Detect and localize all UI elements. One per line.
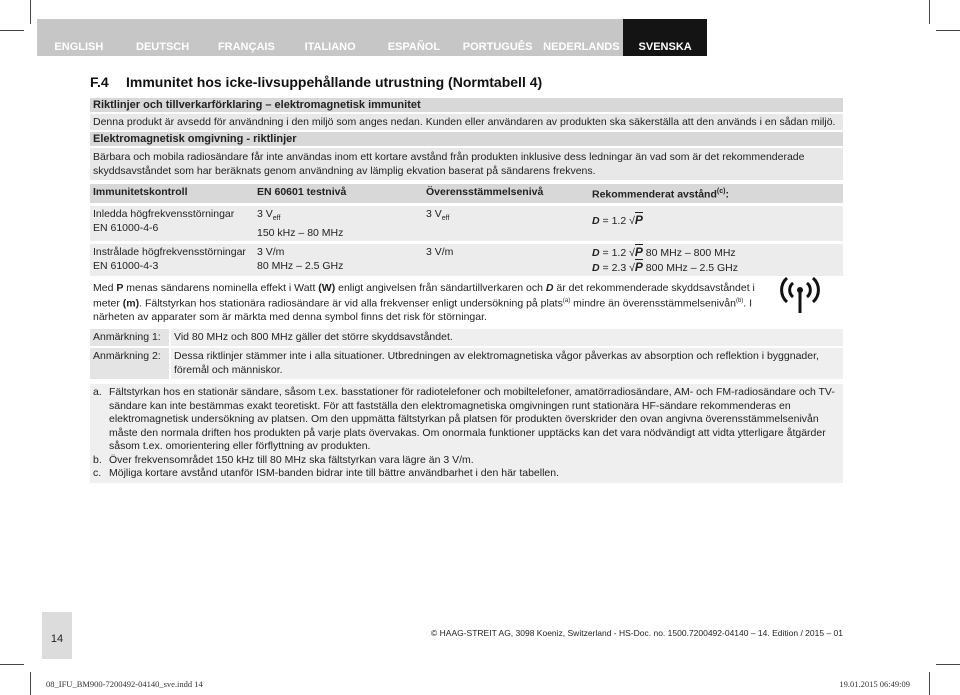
compliance-level: 3 $V_{eff}$ — [426, 207, 450, 222]
header-compliance-level: Överensstämmelsenivå — [423, 184, 589, 203]
section-heading — [90, 72, 843, 92]
tab-francais[interactable]: FRANÇAIS — [205, 19, 289, 56]
distance-formula: D = 1.2 √P — [592, 212, 643, 227]
header-immunity-test: Immunitetskontroll — [90, 184, 254, 203]
crop-mark — [30, 0, 31, 24]
section-title: Immunitet hos icke-livsuppehållande utrustning (Normtabell 4) — [126, 74, 543, 90]
distance-formula: D = 2.3 √P 800 MHz – 2.5 GHz — [592, 259, 738, 274]
table-row — [90, 206, 843, 241]
page-number: 14 — [42, 612, 72, 659]
copyright-footer: © HAAG-STREIT AG, 3098 Koeniz, Switzerland - HS-Doc. no. 1500.7200492-04140 – 14. Edition / 2015 – 01 — [431, 628, 843, 638]
test-name: Inledda högfrekvensstörningar — [93, 207, 235, 220]
test-level: 3 V/m — [257, 245, 285, 258]
sqrt-icon: √ — [629, 261, 635, 274]
footnotes — [90, 384, 843, 483]
crop-mark — [929, 672, 930, 695]
tab-espanol[interactable]: ESPAÑOL — [372, 19, 456, 56]
tab-italiano[interactable]: ITALIANO — [288, 19, 372, 56]
test-standard: EN 61000-4-3 — [93, 259, 159, 272]
crop-mark — [0, 664, 24, 665]
language-tabs — [37, 19, 707, 56]
tab-deutsch[interactable]: DEUTSCH — [121, 19, 205, 56]
print-slug-date: 19.01.2015 06:49:09 — [839, 679, 910, 689]
tab-svenska[interactable]: SVENSKA — [623, 19, 707, 56]
frequency-range: 150 kHz – 80 MHz — [257, 226, 344, 239]
non-ionizing-radiation-icon — [778, 277, 822, 317]
test-level: 3 $V_{eff}$ — [257, 207, 281, 222]
sqrt-icon: √ — [629, 214, 635, 227]
note-1: Anmärkning 1: Vid 80 MHz och 800 MHz gäller det större skyddsavståndet. — [90, 329, 843, 347]
crop-mark — [929, 0, 930, 24]
compliance-level: 3 V/m — [426, 245, 454, 258]
tab-nederlands[interactable]: NEDERLANDS — [540, 19, 624, 56]
footnote-c: c. Möjliga kortare avstånd utanför ISM-banden bidrar inte till bättre användbarhet i den här tabellen. — [93, 467, 560, 480]
distance-formula: D = 1.2 √P 80 MHz – 800 MHz — [592, 244, 736, 259]
frequency-range: 80 MHz – 2.5 GHz — [257, 259, 344, 272]
explanation-paragraph: Med P menas sändarens nominella effekt i Watt (W) enligt angivelsen från sändartillverkaren och D är det rekommenderade skyddsavståndet i meter (m). Fältstyrkan hos stationära radiosändare är vid alla frekvenser enligt undersökning på plats$^{(a)}$ mindre än överensstämmelsenivån$^{(b)}$. I närheten av apparater som är märkta med denna symbol finns det risk för störningar. — [93, 281, 755, 324]
test-standard: EN 61000-4-6 — [93, 221, 159, 234]
test-name: Instrålade högfrekvensstörningar — [93, 245, 246, 258]
footnote-b: b. Över frekvensområdet 150 kHz till 80 MHz ska fältstyrkan vara lägre än 3 V/m. — [93, 453, 474, 466]
header-recommended-distance: Rekommenderat avstånd$^{(c)}$: — [589, 184, 843, 203]
crop-mark — [0, 30, 24, 31]
table-row — [90, 244, 843, 276]
immunity-table — [90, 184, 843, 276]
footnote-a: a. Fältstyrkan hos en stationär sändare, såsom t.ex. basstationer för radiotelefoner och mobiltelefoner, amatörradiosändare, AM- och FM-radiosändare och TV-sändare kan inte bestämmas exakt teoretiskt. För att fastställa den elektromagnetiska omgivningen runt stationära HF-sändare rekommenderas en elektromagnetisk undersökning av platsen. Om den uppmätta fältstyrkan på platsen för produkten överskrider den ovan angivna överensstämmelsenivån måste den normala driften hos produkten på varje plats övervakas. Om onormala funktioner upptäcks kan det vara nödvändigt att vidta ytterligare åtgärder såsom t.ex. omorientering eller förflyttning av produkten. — [93, 386, 835, 453]
tab-portugues[interactable]: PORTUGUÊS — [456, 19, 540, 56]
section-number: F.4 — [90, 74, 109, 90]
main-content — [90, 72, 843, 483]
note-2: Anmärkning 2: Dessa riktlinjer stämmer inte i alla situationer. Utbredningen av elektromagnetiska vågor påverkas av absorption och reflektion i byggnader, föremål och människor. — [90, 348, 843, 379]
crop-mark — [30, 672, 31, 695]
header-test-level: EN 60601 testnivå — [254, 184, 423, 203]
guidance-title: Riktlinjer och tillverkarförklaring – elektromagnetisk immunitet — [90, 98, 843, 112]
table-header-row — [90, 184, 843, 203]
intro-text: Denna produkt är avsedd för användning i den miljö som anges nedan. Kunden eller användaren av produkten ska säkerställa att den används i en sådan miljö. — [90, 114, 843, 130]
tab-english[interactable]: ENGLISH — [37, 19, 121, 56]
crop-mark — [936, 30, 960, 31]
crop-mark — [936, 664, 960, 665]
print-slug-file: 08_IFU_BM900-7200492-04140_sve.indd 14 — [46, 679, 203, 689]
sqrt-icon: √ — [629, 246, 635, 259]
environment-title: Elektromagnetisk omgivning - riktlinjer — [90, 132, 843, 146]
environment-text: Bärbara och mobila radiosändare får inte användas inom ett kortare avstånd från produkten inklusive dess ledningar än vad som är det rekommenderade skyddsavståndet som har beräknats genom användning av lämplig ekvation baserat på sändarens frekvens. — [90, 148, 843, 180]
